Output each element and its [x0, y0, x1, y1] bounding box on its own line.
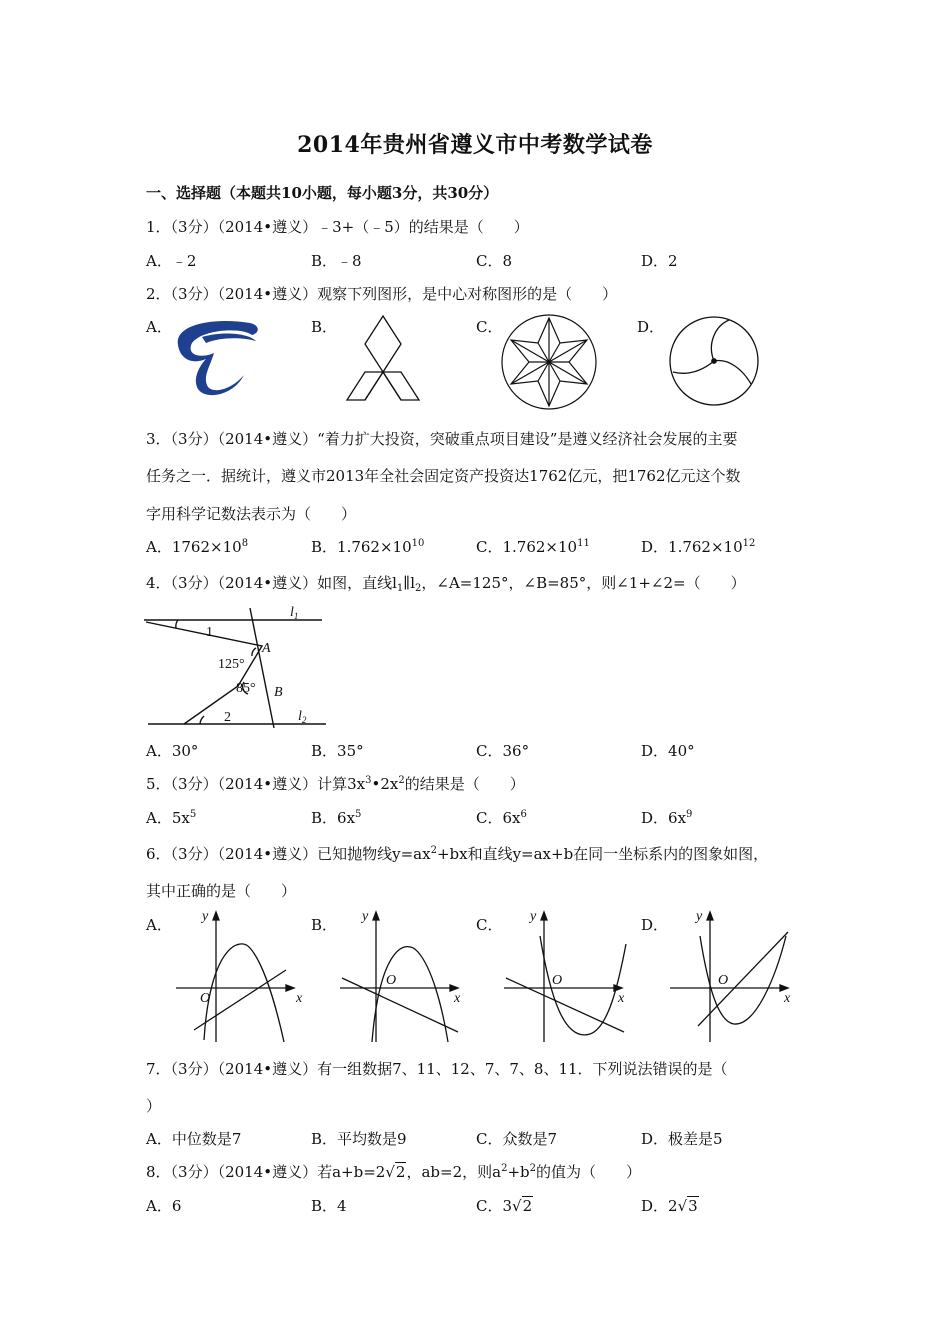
- q1-stem: 1．（3分）（2014•遵义）﹣3+（﹣5）的结果是（ ）: [146, 218, 529, 236]
- svg-text:y: y: [362, 909, 369, 924]
- svg-text:y: y: [530, 909, 537, 924]
- svg-text:x: x: [784, 991, 791, 1006]
- q7-stem-line1: 7．（3分）（2014•遵义）有一组数据7、11、12、7、7、8、11．下列说法错误的是（: [146, 1060, 728, 1078]
- q6-option-c[interactable]: C．: [476, 916, 503, 934]
- svg-text:y: y: [202, 909, 209, 924]
- line: [698, 932, 788, 1026]
- q3-option-a[interactable]: A．$1762\times 10^8$: [146, 538, 249, 556]
- telecom-logo-shape: [178, 321, 258, 395]
- q5-option-c[interactable]: C．$6x^6$: [476, 809, 527, 827]
- q2-option-a[interactable]: A．: [146, 318, 172, 336]
- q5-option-d[interactable]: D．$6x^9$: [641, 809, 693, 827]
- svg-text:x: x: [454, 991, 461, 1006]
- q4-stem: 4．（3分）（2014•遵义）如图，直线$l_1\parallel l_2$，∠A=125°，∠B=85°，则∠1+∠2=（ ）: [146, 574, 746, 594]
- q1-option-d[interactable]: D．2: [641, 252, 678, 270]
- q6-stem-line2: 其中正确的是（ ）: [146, 882, 297, 900]
- q3-stem-line1: 3．（3分）（2014•遵义）“着力扩大投资，突破重点项目建设”是遵义经济社会发展的主要: [146, 430, 738, 448]
- label-85: 85°: [236, 681, 256, 696]
- q7-option-b[interactable]: B．平均数是9: [311, 1130, 407, 1148]
- three-arc-circle-figure: [667, 314, 761, 408]
- label-angle2: 2: [224, 710, 231, 725]
- svg-text:y: y: [696, 909, 703, 924]
- q2-stem: 2．（3分）（2014•遵义）观察下列图形，是中心对称图形的是（ ）: [146, 285, 618, 303]
- q7-option-d[interactable]: D．极差是5: [641, 1130, 723, 1148]
- label-point-a: A: [262, 641, 271, 656]
- telecom-logo-figure: [172, 315, 264, 397]
- mitsubishi-shape-figure: [337, 314, 429, 404]
- q8-option-d[interactable]: D．2√3: [641, 1197, 698, 1215]
- q8-option-a[interactable]: A．6: [146, 1197, 182, 1215]
- label-point-b: B: [274, 685, 283, 700]
- q2-option-c[interactable]: C．: [476, 318, 503, 336]
- q7-option-a[interactable]: A．中位数是7: [146, 1130, 242, 1148]
- q3-option-b[interactable]: B．$1.762\times 10^{10}$: [311, 538, 425, 556]
- q8-stem: 8．（3分）（2014•遵义）若a+b=2√2，ab=2，则$a^2+b^2$的值为（ ）: [146, 1163, 641, 1181]
- q6-stem-line1: 6．（3分）（2014•遵义）已知抛物线$y=ax^2+bx$和直线y=ax+b在同一坐标系内的图象如图，: [146, 845, 769, 863]
- page-title: 2014年贵州省遵义市中考数学试卷: [297, 132, 653, 158]
- svg-text:O: O: [200, 991, 211, 1006]
- q2-option-d[interactable]: D．: [637, 318, 665, 336]
- q5-stem: 5．（3分）（2014•遵义）计算$3x^3•2x^2$的结果是（ ）: [146, 775, 525, 793]
- graph-c: [500, 906, 635, 1046]
- graph-b: [336, 906, 471, 1046]
- graph-d: [666, 906, 801, 1046]
- star-circle-figure: [499, 312, 599, 412]
- q3-option-c[interactable]: C．$1.762\times 10^{11}$: [476, 538, 590, 556]
- section-heading: 一、选择题（本题共10小题，每小题3分，共30分）: [146, 184, 499, 202]
- label-l1: $l_1$: [290, 605, 299, 621]
- q5-option-a[interactable]: A．$5x^5$: [146, 809, 197, 827]
- q6-option-d[interactable]: D．: [641, 916, 669, 934]
- svg-text:O: O: [386, 973, 397, 988]
- q8-option-b[interactable]: B．4: [311, 1197, 347, 1215]
- q4-option-c[interactable]: C．36°: [476, 742, 530, 760]
- q6-option-a[interactable]: A．: [146, 916, 172, 934]
- q3-option-d[interactable]: D．$1.762\times 10^{12}$: [641, 538, 756, 556]
- q5-option-b[interactable]: B．$6x^5$: [311, 809, 362, 827]
- transversal: [250, 608, 274, 728]
- line: [506, 978, 624, 1032]
- label-l2: $l_2$: [298, 709, 307, 725]
- q1-option-b[interactable]: B．﹣8: [311, 252, 362, 270]
- q7-option-c[interactable]: C．众数是7: [476, 1130, 558, 1148]
- parabola: [372, 947, 448, 1042]
- q7-stem-line2: ）: [146, 1097, 162, 1115]
- q2-option-b[interactable]: B．: [311, 318, 338, 336]
- diamond-top: [365, 316, 401, 372]
- q1-option-a[interactable]: A．﹣2: [146, 252, 197, 270]
- label-angle1: 1: [206, 625, 213, 640]
- parallel-lines-figure: [140, 600, 330, 730]
- svg-text:O: O: [552, 973, 563, 988]
- svg-text:O: O: [718, 973, 729, 988]
- graph-a: [172, 906, 307, 1046]
- q4-option-d[interactable]: D．40°: [641, 742, 695, 760]
- q8-option-c[interactable]: C．3√2: [476, 1197, 533, 1215]
- svg-text:x: x: [296, 991, 303, 1006]
- broken-line: [146, 622, 262, 724]
- q3-stem-line2: 任务之一．据统计，遵义市2013年全社会固定资产投资达1762亿元，把1762亿元这个数: [146, 467, 741, 485]
- q6-option-b[interactable]: B．: [311, 916, 338, 934]
- q4-option-b[interactable]: B．35°: [311, 742, 364, 760]
- q1-option-c[interactable]: C．8: [476, 252, 513, 270]
- q4-option-a[interactable]: A．30°: [146, 742, 199, 760]
- label-125: 125°: [218, 657, 245, 672]
- q3-stem-line3: 字用科学记数法表示为（ ）: [146, 505, 357, 523]
- svg-text:x: x: [618, 991, 625, 1006]
- diamond-right: [383, 372, 419, 400]
- diamond-left: [347, 372, 383, 400]
